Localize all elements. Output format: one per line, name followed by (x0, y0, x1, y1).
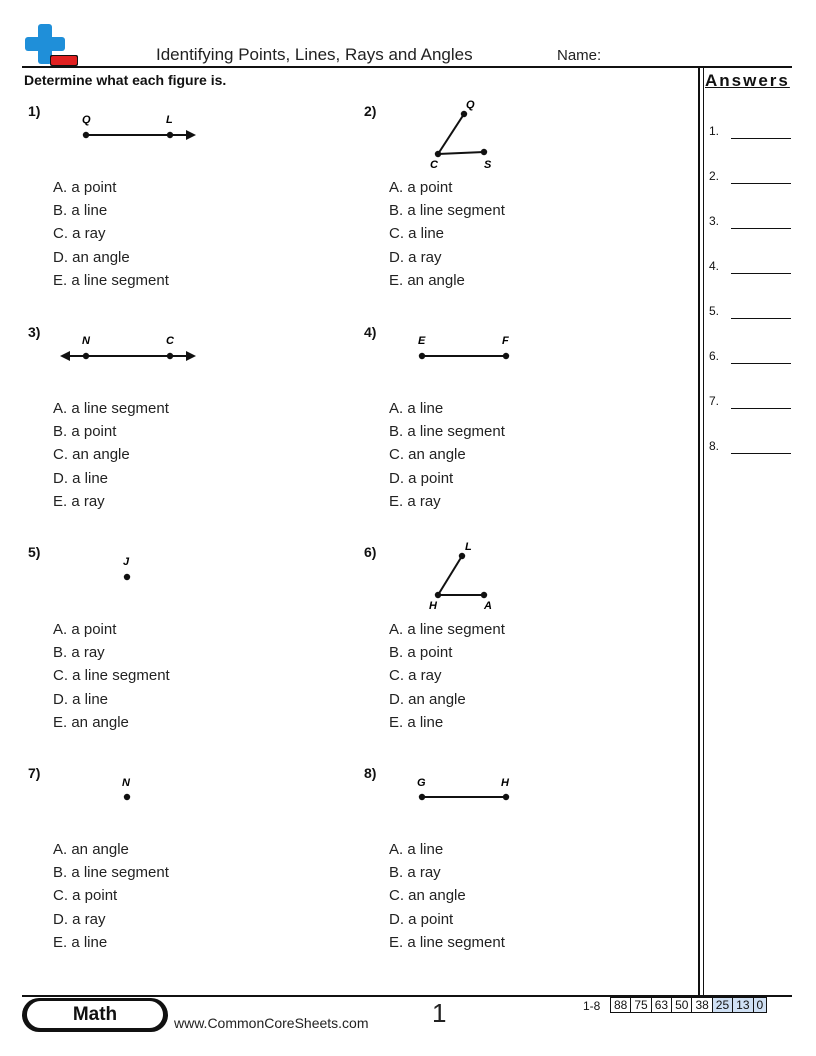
option-a: A. a point (53, 621, 117, 638)
option-b: B. a line (53, 202, 108, 220)
option-a: A. a line segment (53, 400, 169, 417)
option-e: E. a line (389, 713, 444, 731)
answer-number: 3. (709, 214, 720, 228)
answer-number: 6. (709, 349, 720, 363)
option-b: B. a line segment (389, 423, 505, 441)
point-label: L (465, 541, 472, 553)
option-a: A. a line (389, 841, 444, 858)
problem-number: 4) (364, 324, 377, 340)
answers-title: Answers (705, 71, 790, 90)
option-e: E. a line (53, 933, 108, 951)
point-label: G (417, 777, 426, 789)
option-e: E. an angle (389, 271, 465, 289)
option-e: E. a ray (389, 492, 441, 510)
point-label: C (430, 159, 438, 171)
problem-number: 6) (364, 544, 377, 560)
option-b: B. a point (53, 423, 117, 441)
point-label: H (429, 600, 437, 612)
point-label: S (484, 159, 492, 171)
point-label: Q (466, 99, 475, 111)
option-e: E. a line segment (53, 271, 169, 289)
score-cell: 75 (631, 998, 651, 1013)
option-d: D. a line (53, 469, 109, 487)
option-c: C. a line (389, 225, 445, 243)
point-figure (110, 550, 150, 590)
score-cell: 88 (611, 998, 631, 1013)
subject-label: Math (27, 1001, 163, 1028)
point-label: H (501, 777, 509, 789)
name-label: Name: (557, 47, 602, 64)
point-label: J (123, 556, 130, 568)
option-c: C. an angle (389, 887, 466, 905)
option-d: D. a ray (389, 248, 442, 266)
option-d: D. a point (389, 469, 454, 487)
options-list (389, 838, 505, 954)
option-c: C. a ray (53, 225, 106, 243)
option-c: C. a line segment (53, 667, 170, 685)
option-d: D. a line (53, 690, 109, 708)
answer-line-1[interactable] (709, 124, 793, 140)
option-a: A. a point (53, 179, 117, 196)
problem-number: 8) (364, 765, 377, 781)
answer-line-6[interactable] (709, 349, 793, 365)
page-number: 1 (432, 998, 447, 1028)
commoncoresheets-logo-icon (24, 22, 80, 68)
option-e: E. a line segment (389, 933, 505, 951)
option-a: A. a point (389, 179, 453, 196)
answer-line-3[interactable] (709, 214, 793, 230)
options-list (53, 618, 170, 734)
options-list (389, 176, 505, 292)
option-c: C. an angle (389, 446, 466, 464)
line-segment-figure (410, 329, 520, 369)
option-a: A. a line (389, 400, 444, 417)
answers-divider (698, 67, 700, 997)
point-label: F (502, 335, 509, 347)
point-label: E (418, 335, 426, 347)
ray-figure (60, 108, 210, 148)
answer-line-4[interactable] (709, 259, 793, 275)
answer-line-8[interactable] (709, 439, 793, 455)
option-e: E. a ray (53, 492, 105, 510)
point-figure (110, 771, 150, 811)
angle-figure (420, 537, 510, 613)
option-b: B. a line segment (53, 864, 169, 882)
options-list (53, 176, 169, 292)
option-d: D. a ray (53, 910, 106, 928)
point-label: C (166, 335, 174, 347)
option-d: D. a point (389, 910, 454, 928)
score-cell: 13 (733, 998, 753, 1013)
option-d: D. an angle (389, 690, 466, 708)
option-c: C. an angle (53, 446, 130, 464)
option-a: A. a line segment (389, 621, 505, 638)
problem-number: 7) (28, 765, 41, 781)
problem-number: 3) (28, 324, 41, 340)
score-table (610, 997, 767, 1013)
option-b: B. a ray (389, 864, 441, 882)
answer-number: 5. (709, 304, 720, 318)
answers-divider-inner (703, 67, 704, 997)
options-list (389, 397, 505, 513)
option-b: B. a ray (53, 644, 105, 662)
point-label: N (82, 335, 90, 347)
answer-line-2[interactable] (709, 169, 793, 185)
answer-number: 8. (709, 439, 720, 453)
option-e: E. an angle (53, 713, 129, 731)
problem-number: 1) (28, 103, 41, 119)
point-label: N (122, 777, 130, 789)
line-figure (56, 329, 206, 369)
score-cell: 50 (672, 998, 692, 1013)
angle-figure (420, 96, 510, 172)
option-a: A. an angle (53, 841, 129, 858)
score-cell: 63 (651, 998, 671, 1013)
answer-line-5[interactable] (709, 304, 793, 320)
answer-line-7[interactable] (709, 394, 793, 410)
options-list (389, 618, 505, 734)
option-d: D. an angle (53, 248, 130, 266)
answer-number: 4. (709, 259, 720, 273)
header-divider (22, 66, 792, 68)
problem-number: 2) (364, 103, 377, 119)
options-list (53, 838, 169, 954)
line-segment-figure (410, 771, 520, 811)
answer-number: 1. (709, 124, 720, 138)
option-c: C. a point (53, 887, 118, 905)
option-b: B. a line segment (389, 202, 505, 220)
score-cell: 38 (692, 998, 712, 1013)
instructions: Determine what each figure is. (24, 72, 227, 88)
options-list (53, 397, 169, 513)
score-cell: 25 (712, 998, 732, 1013)
point-label: L (166, 114, 173, 126)
point-label: Q (82, 114, 91, 126)
option-b: B. a point (389, 644, 453, 662)
score-cell: 0 (753, 998, 767, 1013)
problem-number: 5) (28, 544, 41, 560)
point-label: A (484, 600, 492, 612)
answer-number: 7. (709, 394, 720, 408)
worksheet-title: Identifying Points, Lines, Rays and Angles (156, 45, 473, 64)
score-range-label: 1-8 (583, 999, 601, 1013)
option-c: C. a ray (389, 667, 442, 685)
website-link[interactable]: www.CommonCoreSheets.com (174, 1015, 369, 1031)
answer-number: 2. (709, 169, 720, 183)
